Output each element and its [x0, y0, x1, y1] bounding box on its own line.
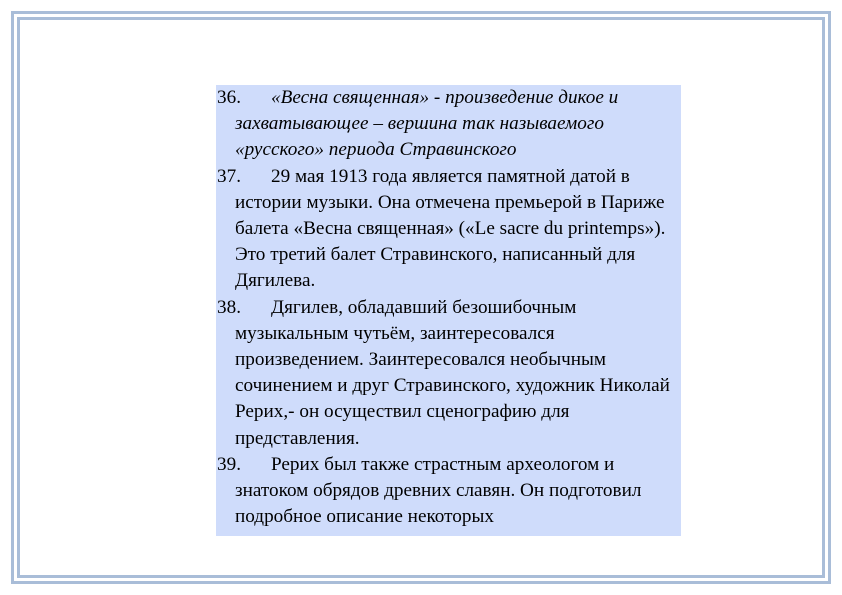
item-text: 29 мая 1913 года является памятной датой в истории музыки. Она отмечена премьерой в Париже балета «Весна священная» («Le sacre du printemps»). Это третий балет Стравинского, написанный для Дягилева.	[235, 165, 666, 292]
item-number: 37.	[217, 165, 241, 187]
item-number: 39.	[217, 453, 241, 475]
item-number: 36.	[217, 87, 241, 108]
item-text: «Весна священная» - произведение дикое и захватывающее – вершина так называемого «русского» периода Стравинского	[235, 87, 619, 161]
list-item	[216, 85, 681, 164]
text-box	[216, 85, 681, 536]
list-item	[216, 164, 681, 295]
item-text: Рерих был также страстным археологом и знатоком обрядов древних славян. Он подготовил подробное описание некоторых	[235, 453, 642, 528]
item-text: Дягилев, обладавший безошибочным музыкальным чутьём, заинтересовался произведением. Заинтересовался необычным сочинением и друг Стравинского, художник Николай Рерих,- он осуществил сценографию для представления.	[235, 296, 670, 449]
list-item	[216, 452, 681, 531]
item-number: 38.	[217, 296, 241, 318]
list-item	[216, 295, 681, 452]
